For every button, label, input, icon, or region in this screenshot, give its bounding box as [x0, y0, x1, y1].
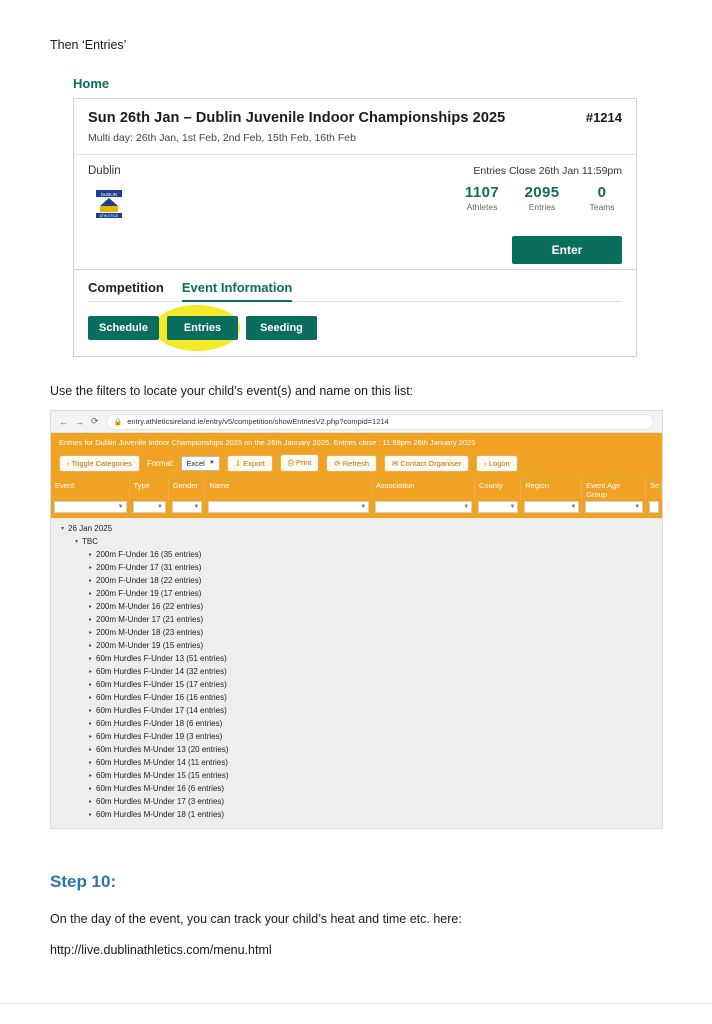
- tree-row-label: 200m F-Under 17 (31 entries): [96, 563, 202, 572]
- filter-event-age-group[interactable]: ▼: [582, 500, 646, 514]
- stat-label: Entries: [528, 202, 556, 212]
- expand-icon[interactable]: ▸: [89, 721, 93, 727]
- expand-icon[interactable]: ▸: [89, 760, 93, 766]
- column-header-event-age-group[interactable]: Event Age Group: [582, 479, 646, 500]
- tree-row-label: 60m Hurdles M-Under 18 (1 entries): [96, 810, 225, 819]
- browser-address-bar: [51, 411, 662, 433]
- toggle-categories-button[interactable]: › Toggle Categories: [59, 455, 140, 472]
- expand-icon[interactable]: ▸: [89, 578, 93, 584]
- url-text: entry.athleticsireland.ie/entry/v5/competition/showEntriesV2.php?compid=1214: [127, 417, 389, 426]
- tree-row[interactable]: [51, 626, 662, 639]
- tree-row[interactable]: [51, 561, 662, 574]
- tree-row-label: 200m F-Under 19 (17 entries): [96, 589, 202, 598]
- tree-row-label: 200m M-Under 19 (15 entries): [96, 641, 204, 650]
- svg-text:ATHLETICS: ATHLETICS: [99, 214, 119, 218]
- entries-banner: Entries for Dublin Juvenile Indoor Championships 2025 on the 26th January 2025. Entries close : 11:59pm 26th January 2025: [51, 433, 662, 451]
- step-heading: Step 10:: [50, 872, 117, 891]
- tree-row-label: 60m Hurdles M-Under 16 (6 entries): [96, 784, 225, 793]
- stat-label: Teams: [589, 202, 615, 212]
- tree-row[interactable]: [51, 600, 662, 613]
- tree-row-label: 60m Hurdles F-Under 13 (51 entries): [96, 654, 227, 663]
- event-title: Sun 26th Jan – Dublin Juvenile Indoor Championships 2025: [88, 110, 506, 126]
- tab-event-information[interactable]: Event Information: [181, 280, 293, 295]
- column-header-county[interactable]: County: [475, 479, 521, 500]
- expand-icon[interactable]: ▸: [89, 799, 93, 805]
- tree-row-label: 60m Hurdles F-Under 18 (6 entries): [96, 719, 223, 728]
- tab-competition[interactable]: Competition: [88, 280, 164, 295]
- expand-icon[interactable]: ▸: [89, 591, 93, 597]
- stat-entries: [522, 184, 562, 212]
- expand-icon[interactable]: ▸: [89, 812, 93, 818]
- tree-row-label: 60m Hurdles F-Under 15 (17 entries): [96, 680, 227, 689]
- tree-row[interactable]: [51, 795, 662, 808]
- expand-icon[interactable]: ▸: [89, 708, 93, 714]
- stat-athletes: [462, 184, 502, 212]
- expand-icon[interactable]: ▸: [89, 643, 93, 649]
- expand-icon[interactable]: ▸: [89, 604, 93, 610]
- tree-row[interactable]: [51, 678, 662, 691]
- format-label: Format:: [146, 458, 175, 468]
- forward-arrow-icon[interactable]: →: [75, 416, 84, 427]
- tree-row[interactable]: [51, 691, 662, 704]
- tree-row-label: 60m Hurdles F-Under 19 (3 entries): [96, 732, 223, 741]
- tree-row-label: 200m M-Under 18 (23 entries): [96, 628, 204, 637]
- filter-type[interactable]: ▼: [130, 500, 169, 514]
- column-header-event[interactable]: Event: [51, 479, 130, 500]
- expand-icon[interactable]: ▸: [89, 773, 93, 779]
- expand-icon[interactable]: ▸: [89, 617, 93, 623]
- filter-event[interactable]: ▼: [51, 500, 130, 514]
- logon-button[interactable]: › Logon: [476, 455, 517, 472]
- browser-screenshot: [50, 410, 663, 829]
- page-bottom-rule: [0, 1003, 712, 1004]
- expand-icon[interactable]: ▸: [89, 682, 93, 688]
- tree-row-label: 60m Hurdles M-Under 14 (11 entries): [96, 758, 228, 767]
- chevron-down-icon: ▼: [208, 460, 215, 466]
- seeding-button[interactable]: Seeding: [246, 316, 317, 340]
- tree-row[interactable]: [51, 652, 662, 665]
- filter-name[interactable]: ▼: [205, 500, 372, 514]
- tree-row-label: 200m F-Under 16 (35 entries): [96, 550, 202, 559]
- tree-row-label: TBC: [82, 537, 99, 546]
- tree-row[interactable]: [51, 665, 662, 678]
- column-header-type[interactable]: Type: [130, 479, 169, 500]
- tree-row[interactable]: [51, 717, 662, 730]
- expand-icon[interactable]: ▸: [89, 747, 93, 753]
- stat-label: Athletes: [466, 202, 498, 212]
- step-body-text: On the day of the event, you can track your child’s heat and time etc. here:: [50, 912, 462, 926]
- tree-row[interactable]: [51, 535, 662, 548]
- stat-teams: [582, 184, 622, 212]
- print-button[interactable]: ⎙ Print: [280, 454, 320, 472]
- event-card-header: [74, 99, 636, 155]
- entries-toolbar: [51, 451, 662, 478]
- expand-icon[interactable]: ▾: [61, 526, 65, 532]
- filter-se[interactable]: [646, 500, 662, 514]
- home-link[interactable]: Home: [73, 76, 110, 91]
- entries-button[interactable]: Entries: [167, 316, 238, 340]
- expand-icon[interactable]: ▸: [89, 695, 93, 701]
- contact-organiser-button[interactable]: ✉ Contact Organiser: [384, 455, 469, 472]
- expand-icon[interactable]: ▸: [89, 552, 93, 558]
- schedule-button[interactable]: Schedule: [88, 316, 159, 340]
- tree-row-label: 60m Hurdles M-Under 13 (20 entries): [96, 745, 229, 754]
- event-multi-day: Multi day: 26th Jan, 1st Feb, 2nd Feb, 15th Feb, 16th Feb: [88, 132, 356, 144]
- stat-value: 0: [597, 184, 607, 201]
- lock-icon: 🔒: [113, 418, 123, 426]
- tree-row-label: 26 Jan 2025: [68, 524, 113, 533]
- club-logo-icon: [88, 186, 130, 222]
- event-tabs-card: [73, 269, 637, 357]
- tree-row[interactable]: [51, 587, 662, 600]
- expand-icon[interactable]: ▸: [89, 786, 93, 792]
- svg-text:DUBLIN: DUBLIN: [100, 192, 118, 197]
- tree-row[interactable]: [51, 782, 662, 795]
- tree-row-label: 60m Hurdles M-Under 17 (3 entries): [96, 797, 225, 806]
- tree-row[interactable]: [51, 730, 662, 743]
- entries-tree: [51, 518, 662, 829]
- expand-icon[interactable]: ▸: [89, 669, 93, 675]
- tree-row[interactable]: [51, 743, 662, 756]
- expand-icon[interactable]: ▸: [89, 656, 93, 662]
- tree-row[interactable]: [51, 639, 662, 652]
- tree-row[interactable]: [51, 756, 662, 769]
- expand-icon[interactable]: ▾: [75, 539, 79, 545]
- column-header-name[interactable]: Name: [205, 479, 372, 500]
- filter-region[interactable]: ▼: [521, 500, 582, 514]
- event-card-screenshot: [73, 76, 637, 277]
- grid-filter-row: [51, 500, 662, 518]
- tree-row[interactable]: [51, 574, 662, 587]
- expand-icon[interactable]: ▸: [89, 734, 93, 740]
- filter-gender[interactable]: ▼: [169, 500, 205, 514]
- event-info-buttons: [88, 316, 622, 340]
- tree-row[interactable]: [51, 769, 662, 782]
- event-id: #1214: [585, 110, 622, 125]
- enter-button[interactable]: Enter: [512, 236, 622, 264]
- stat-value: 2095: [524, 184, 560, 201]
- column-header-gender[interactable]: Gender: [169, 479, 205, 500]
- tree-row-label: 60m Hurdles M-Under 15 (15 entries): [96, 771, 229, 780]
- reload-icon[interactable]: ⟳: [91, 416, 99, 426]
- event-stats: [328, 184, 622, 212]
- url-input[interactable]: [106, 414, 654, 430]
- expand-icon[interactable]: ▸: [89, 630, 93, 636]
- event-venue: Dublin: [88, 165, 121, 177]
- back-arrow-icon[interactable]: ←: [59, 416, 68, 427]
- event-card: [73, 98, 637, 277]
- tree-row[interactable]: [51, 548, 662, 561]
- event-card-body: [74, 155, 636, 230]
- tree-row[interactable]: [51, 613, 662, 626]
- filter-county[interactable]: ▼: [475, 500, 521, 514]
- tree-row-label: 200m M-Under 16 (22 entries): [96, 602, 204, 611]
- column-header-association[interactable]: Association: [372, 479, 475, 500]
- export-button[interactable]: ⇩ Export: [227, 455, 273, 472]
- column-header-region[interactable]: Region: [521, 479, 582, 500]
- entries-close-text: Entries Close 26th Jan 11:59pm: [473, 165, 622, 177]
- tree-row[interactable]: [51, 522, 662, 535]
- live-results-url[interactable]: http://live.dublinathletics.com/menu.html: [50, 943, 272, 957]
- tree-row-label: 60m Hurdles F-Under 17 (14 entries): [96, 706, 227, 715]
- stat-value: 1107: [464, 184, 500, 201]
- expand-icon[interactable]: ▸: [89, 565, 93, 571]
- refresh-button[interactable]: ⟳ Refresh: [326, 455, 377, 472]
- column-header-se[interactable]: Se: [646, 479, 662, 500]
- tree-row-label: 200m F-Under 18 (22 entries): [96, 576, 202, 585]
- tree-row-label: 200m M-Under 17 (21 entries): [96, 615, 204, 624]
- tree-row[interactable]: [51, 704, 662, 717]
- format-value: Excel: [186, 458, 205, 468]
- format-select[interactable]: [181, 456, 219, 471]
- tree-row-label: 60m Hurdles F-Under 14 (32 entries): [96, 667, 227, 676]
- filters-instruction: Use the filters to locate your child’s event(s) and name on this list:: [50, 384, 414, 398]
- grid-header-row: [51, 478, 662, 500]
- intro-text: Then ‘Entries’: [50, 38, 127, 52]
- tree-row-label: 60m Hurdles F-Under 16 (16 entries): [96, 693, 227, 702]
- tree-row[interactable]: [51, 808, 662, 821]
- tab-bar: [88, 280, 622, 302]
- filter-association[interactable]: ▼: [372, 500, 475, 514]
